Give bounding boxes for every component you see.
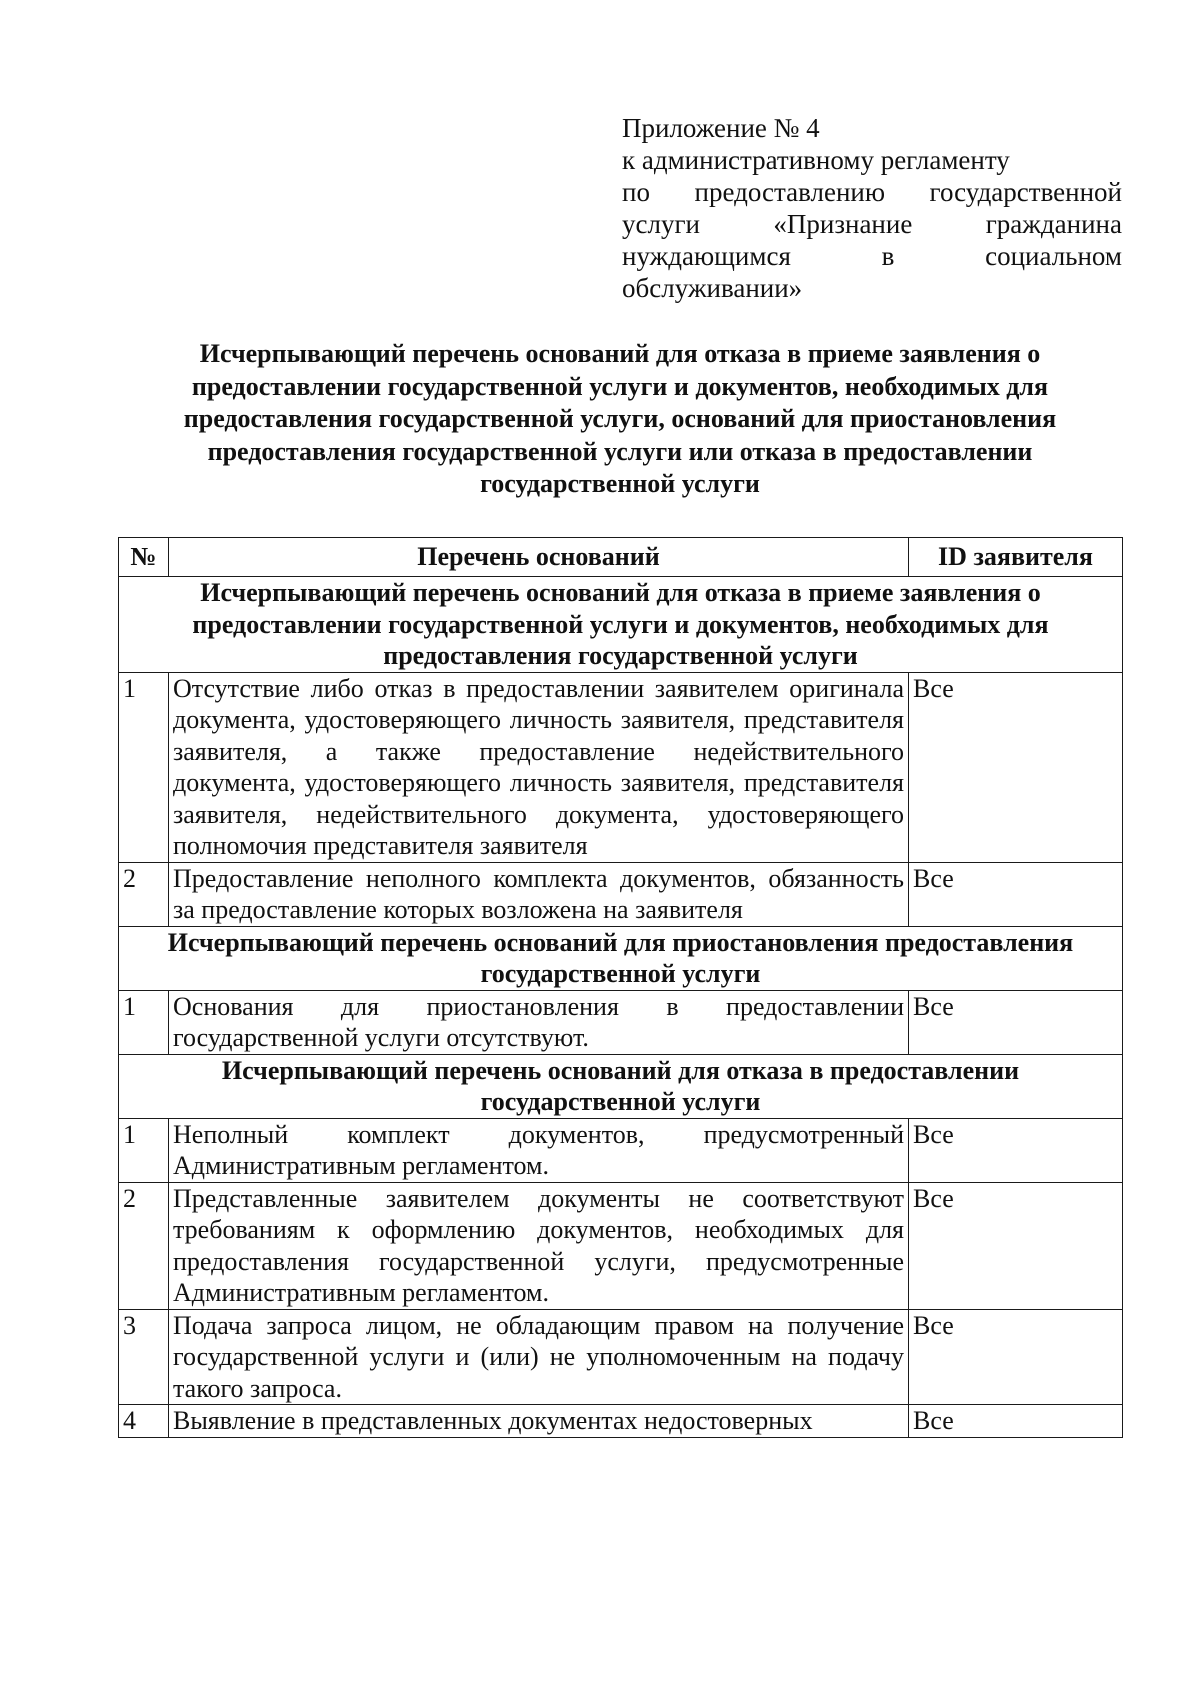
header-applicant-id: ID заявителя bbox=[909, 538, 1123, 577]
row-number: 1 bbox=[119, 1118, 169, 1182]
section-heading-row bbox=[119, 926, 1123, 990]
reasons-table bbox=[118, 537, 1123, 1438]
table-row bbox=[119, 1118, 1123, 1182]
row-reason: Предоставление неполного комплекта документов, обязанность за предоставление которых возложена на заявителя bbox=[169, 862, 909, 926]
row-applicant-id: Все bbox=[909, 1405, 1123, 1438]
table-row bbox=[119, 1309, 1123, 1405]
appendix-heading bbox=[622, 112, 1122, 304]
header-number: № bbox=[119, 538, 169, 577]
section-heading: Исчерпывающий перечень оснований для отказа в приеме заявления о предоставлении государственной услуги и документов, необходимых для предоставления государственной услуги bbox=[119, 577, 1123, 673]
table-header-row bbox=[119, 538, 1123, 577]
table-row bbox=[119, 1182, 1123, 1309]
row-reason: Подача запроса лицом, не обладающим правом на получение государственной услуги и (или) не уполномоченным на подачу такого запроса. bbox=[169, 1309, 909, 1405]
appendix-line: по предоставлению государственной bbox=[622, 177, 1122, 207]
row-reason: Выявление в представленных документах недостоверных bbox=[169, 1405, 909, 1438]
row-applicant-id: Все bbox=[909, 1182, 1123, 1309]
row-applicant-id: Все bbox=[909, 672, 1123, 862]
table-row bbox=[119, 990, 1123, 1054]
section-heading-row bbox=[119, 577, 1123, 673]
section-heading: Исчерпывающий перечень оснований для отказа в предоставлении государственной услуги bbox=[119, 1054, 1123, 1118]
row-number: 1 bbox=[119, 990, 169, 1054]
appendix-line: Приложение № 4 bbox=[622, 113, 820, 143]
section-heading: Исчерпывающий перечень оснований для приостановления предоставления государственной услуги bbox=[119, 926, 1123, 990]
row-applicant-id: Все bbox=[909, 1309, 1123, 1405]
row-reason: Представленные заявителем документы не соответствуют требованиям к оформлению документов, необходимых для предоставления государственной услуги, предусмотренные Административным регламентом. bbox=[169, 1182, 909, 1309]
appendix-line: обслуживании» bbox=[622, 273, 803, 303]
row-number: 2 bbox=[119, 862, 169, 926]
row-reason: Отсутствие либо отказ в предоставлении заявителем оригинала документа, удостоверяющего личность заявителя, представителя заявителя, а также предоставление недействительного документа, удостоверяющего личность заявителя, представителя заявителя, недействительного документа, удостоверяющего полномочия представителя заявителя bbox=[169, 672, 909, 862]
row-number: 4 bbox=[119, 1405, 169, 1438]
row-reason: Основания для приостановления в предоставлении государственной услуги отсутствуют. bbox=[169, 990, 909, 1054]
document-title: Исчерпывающий перечень оснований для отказа в приеме заявления о предоставлении государственной услуги и документов, необходимых для предоставления государственной услуги, оснований для приостановления предоставления государственной услуги или отказа в предоставлении государственной услуги bbox=[183, 339, 1057, 498]
row-applicant-id: Все bbox=[909, 990, 1123, 1054]
row-number: 2 bbox=[119, 1182, 169, 1309]
appendix-line: к административному регламенту bbox=[622, 145, 1010, 175]
appendix-line: нуждающимся в социальном bbox=[622, 241, 1122, 271]
row-number: 1 bbox=[119, 672, 169, 862]
row-applicant-id: Все bbox=[909, 1118, 1123, 1182]
header-reasons: Перечень оснований bbox=[169, 538, 909, 577]
row-reason: Неполный комплект документов, предусмотренный Административным регламентом. bbox=[169, 1118, 909, 1182]
table-row bbox=[119, 862, 1123, 926]
appendix-line: услуги «Признание гражданина bbox=[622, 209, 1122, 239]
table-row bbox=[119, 672, 1123, 862]
section-heading-row bbox=[119, 1054, 1123, 1118]
row-applicant-id: Все bbox=[909, 862, 1123, 926]
row-number: 3 bbox=[119, 1309, 169, 1405]
table-row bbox=[119, 1405, 1123, 1438]
